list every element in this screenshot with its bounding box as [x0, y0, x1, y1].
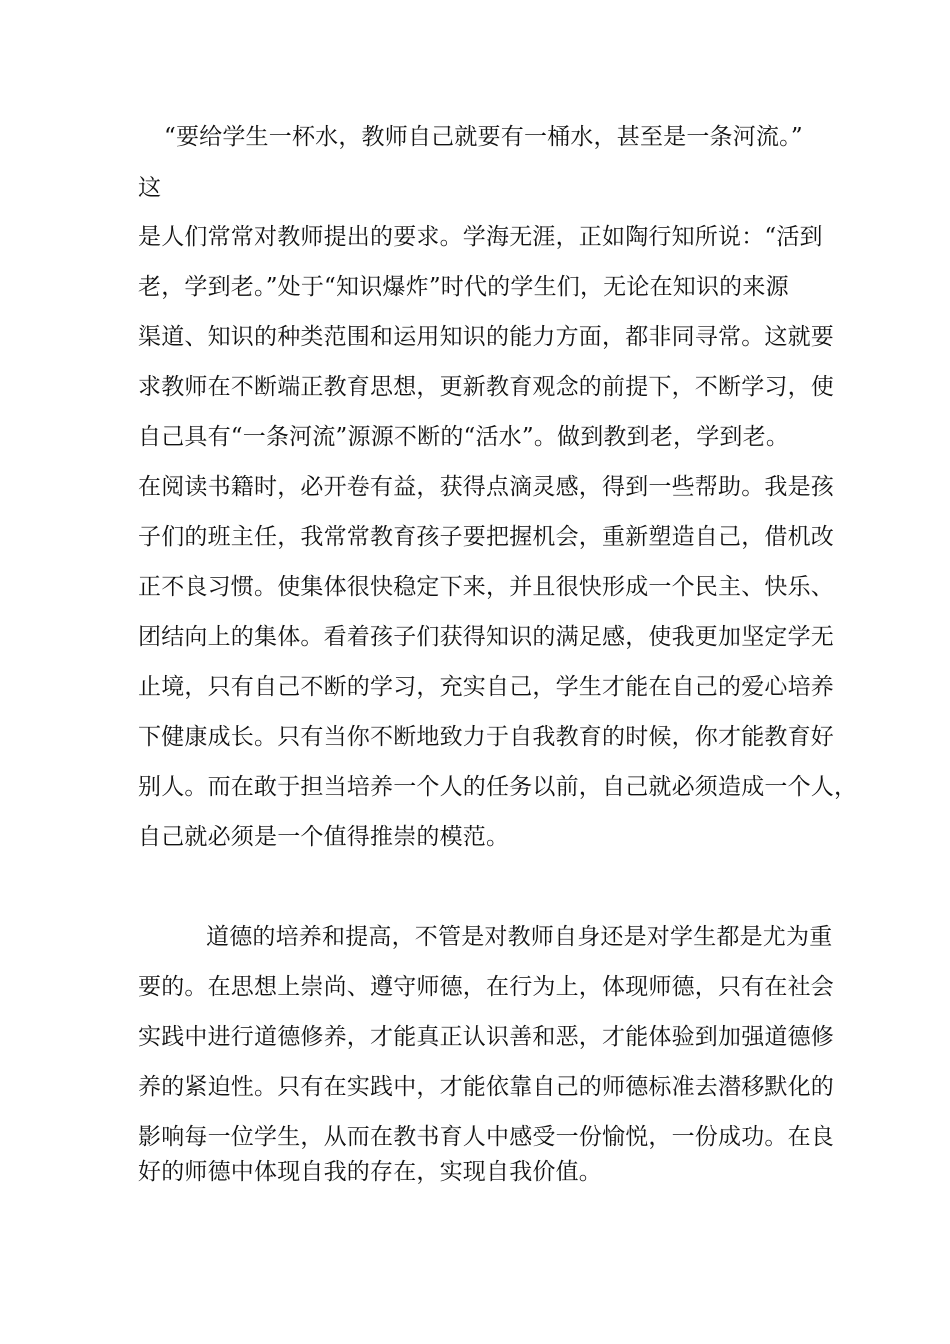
paragraph-line: 正不良习惯。使集体很快稳定下来，并且很快形成一个民主、快乐、 — [138, 574, 834, 600]
paragraph-line: 团结向上的集体。看着孩子们获得知识的满足感，使我更加坚定学无 — [138, 624, 834, 650]
paragraph-line: 老，学到老。”处于“知识爆炸”时代的学生们，无论在知识的来源 — [138, 274, 789, 300]
paragraph-line: 止境，只有自己不断的学习，充实自己，学生才能在自己的爱心培养 — [138, 674, 834, 700]
paragraph-line: 这 — [138, 175, 162, 201]
paragraph-line: 子们的班主任，我常常教育孩子要把握机会，重新塑造自己，借机改 — [138, 524, 834, 550]
paragraph-line: 影响每一位学生，从而在教书育人中感受一份愉悦，一份成功。在良 — [138, 1124, 834, 1150]
paragraph-line: 是人们常常对教师提出的要求。学海无涯，正如陶行知所说：“活到 — [138, 224, 823, 250]
paragraph-line: 要的。在思想上崇尚、遵守师德，在行为上，体现师德，只有在社会 — [138, 974, 834, 1000]
paragraph-line: 求教师在不断端正教育思想，更新教育观念的前提下，不断学习，使 — [138, 374, 834, 400]
paragraph-line: 下健康成长。只有当你不断地致力于自我教育的时候，你才能教育好 — [138, 724, 834, 750]
paragraph-line: 渠道、知识的种类范围和运用知识的能力方面，都非同寻常。这就要 — [138, 324, 834, 350]
paragraph-line: 自己就必须是一个值得推崇的模范。 — [138, 824, 510, 850]
paragraph-line: “要给学生一杯水，教师自己就要有一桶水，甚至是一条河流。” — [164, 124, 803, 150]
paragraph-line: 好的师德中体现自我的存在，实现自我价值。 — [138, 1159, 602, 1185]
paragraph-line: 实践中进行道德修养，才能真正认识善和恶，才能体验到加强道德修 — [138, 1024, 834, 1050]
paragraph-line: 自己具有“一条河流”源源不断的“活水”。做到教到老，学到老。 — [138, 424, 790, 450]
paragraph-line: 道德的培养和提高，不管是对教师自身还是对学生都是尤为重 — [206, 924, 833, 950]
paragraph-line: 在阅读书籍时，必开卷有益，获得点滴灵感，得到一些帮助。我是孩 — [138, 474, 834, 500]
paragraph-line: 别人。而在敢于担当培养一个人的任务以前，自己就必须造成一个人， — [138, 774, 858, 800]
paragraph-line: 养的紧迫性。只有在实践中，才能依靠自己的师德标准去潜移默化的 — [138, 1074, 834, 1100]
